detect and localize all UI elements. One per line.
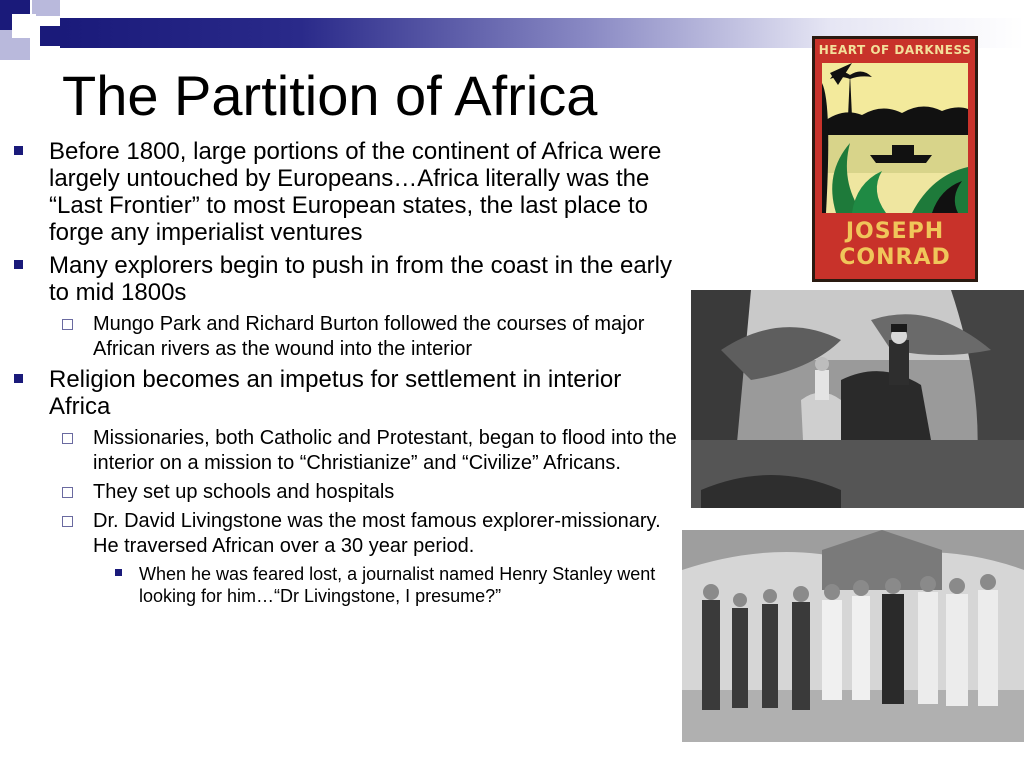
sub-bullet — [60, 480, 684, 505]
hollow-square-bullet-icon — [60, 509, 93, 559]
sub-bullet — [60, 312, 684, 362]
bullet — [12, 252, 684, 306]
sub-bullet-text: Missionaries, both Catholic and Protestant, began to flood into the interior on a mission to “Christianize” and “Civilize” Africans. — [93, 427, 677, 474]
decor-square — [40, 26, 60, 46]
sub-sub-bullet-text: When he was feared lost, a journalist named Henry Stanley went looking for him…“Dr Livingstone, I presume?” — [139, 564, 656, 606]
explorers-engraving-image — [691, 290, 1024, 508]
bullet-text: Many explorers begin to push in from the coast in the early to mid 1800s — [49, 252, 672, 306]
hollow-square-bullet-icon — [60, 480, 93, 505]
bullet-text: Religion becomes an impetus for settlement in interior Africa — [49, 366, 622, 420]
square-bullet-icon — [12, 252, 49, 306]
sub-bullet-text: Mungo Park and Richard Burton followed the courses of major African rivers as the wound into the interior — [93, 313, 645, 360]
sub-bullet — [60, 509, 684, 559]
slide-title: The Partition of Africa — [62, 64, 598, 127]
decor-square — [12, 14, 36, 38]
book-title: HEART OF DARKNESS — [818, 43, 972, 57]
author-line: JOSEPH — [845, 219, 945, 244]
hollow-square-bullet-icon — [60, 426, 93, 476]
square-bullet-icon — [12, 138, 49, 246]
decor-square — [32, 0, 60, 16]
sub-sub-bullet — [115, 563, 684, 607]
bullet — [12, 366, 684, 420]
slide-body — [12, 138, 684, 611]
author-line: CONRAD — [839, 245, 951, 270]
sub-bullet-text: Dr. David Livingstone was the most famous explorer-missionary. He traversed African over a 30 year period. — [93, 510, 661, 557]
small-square-bullet-icon — [115, 563, 139, 607]
sub-bullet — [60, 426, 684, 476]
square-bullet-icon — [12, 366, 49, 420]
bullet — [12, 138, 684, 246]
bullet-text: Before 1800, large portions of the continent of Africa were largely untouched by Europeans…Africa literally was the “Last Frontier” to most European states, the last place to forge any imperialist ventures — [49, 138, 662, 246]
sub-bullet-text: They set up schools and hospitals — [93, 481, 395, 503]
book-author — [815, 219, 975, 271]
livingstone-meeting-engraving-image — [682, 530, 1024, 742]
hollow-square-bullet-icon — [60, 312, 93, 362]
jungle-river-illustration — [822, 63, 968, 213]
book-cover-image — [812, 36, 978, 282]
